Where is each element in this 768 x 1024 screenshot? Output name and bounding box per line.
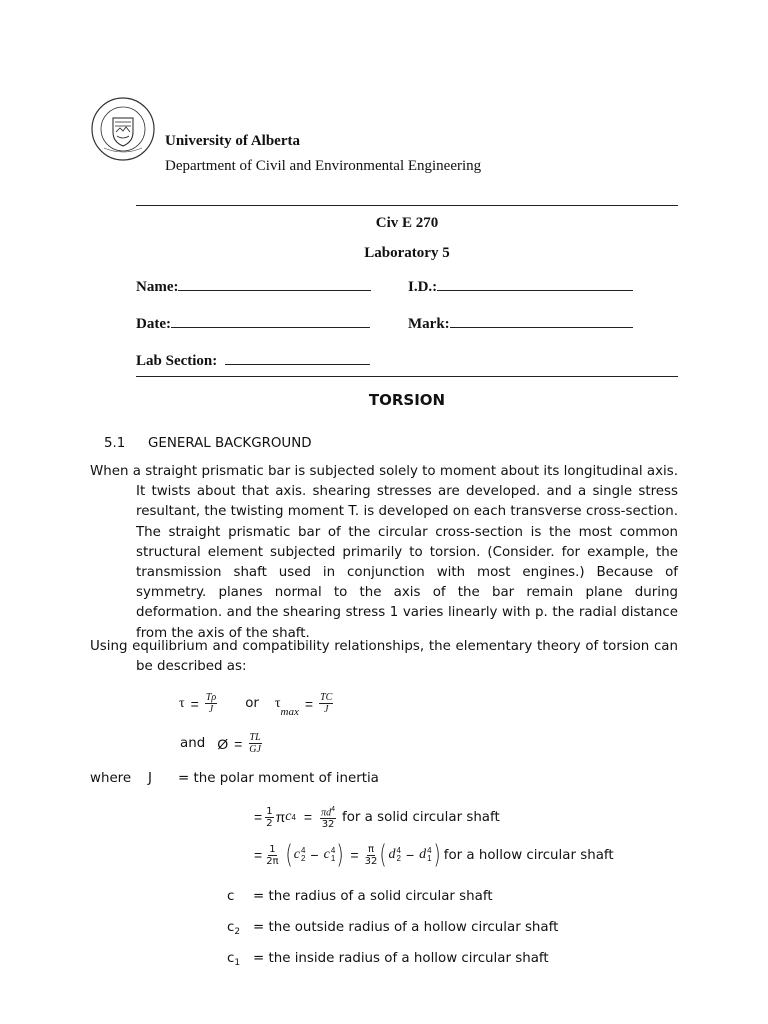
lab-number: Laboratory 5 (364, 245, 450, 261)
course-code: Civ E 270 (375, 215, 439, 231)
page-title: TORSION (368, 391, 446, 409)
section-label: Lab Section: (136, 353, 218, 369)
where-word: where (90, 771, 132, 786)
fraction-pi-d4-over-32: $\frac{\pi d^4}{32}$ (321, 806, 336, 831)
c1-symbol: $c_1$ (227, 951, 241, 968)
paragraph-theory (90, 637, 678, 677)
hollow-shaft-formula: = $\frac{1}{2\pi}$ ( c 4 2 − c 4 1 ) = $\frac{\pi}{32}$ ( d 4 2 − d 4 1 ) for a hollow circular shaft (254, 840, 614, 870)
university-seal (90, 96, 156, 162)
c1-subscript: 1 (234, 958, 241, 968)
or-word: or (245, 696, 259, 711)
c2-description: = the outside radius of a hollow circular shaft (253, 920, 559, 935)
section-number: 5.1 (104, 436, 126, 451)
university-name: University of Alberta (165, 133, 300, 149)
fraction-t-rho-over-j: $\frac{T\rho}{J}$ (205, 692, 217, 715)
j-symbol: J (148, 771, 152, 786)
paragraph-background-text: When a straight prismatic bar is subjected solely to moment about its longitudinal axis. It twists about that axis. shearing stresses are developed. and a single stress resultant, the twisting moment T. is developed on each transverse cross-section. The straight prismatic bar of the circular cross-section is the most common structural element subjected primarily to torsion. (Consider. for example, the transmission shaft used in conjunction with most engines.) Because of symmetry. planes normal to the axis of the bar remain plane during deformation. and the shearing stress 1 varies linearly with p. the radial distance from the axis of the shaft. (90, 464, 678, 641)
solid-shaft-description: for a solid circular shaft (342, 809, 500, 825)
id-label: I.D.: (408, 279, 438, 295)
c1-description: = the inside radius of a hollow circular shaft (253, 951, 549, 966)
top-divider (136, 205, 678, 206)
j-description: = the polar moment of inertia (178, 771, 379, 786)
shear-stress-equations: τ = $\frac{T\rho}{J}$ or τ max = $\frac{TC}{J}$ (179, 692, 333, 718)
section-heading: GENERAL BACKGROUND (148, 436, 312, 451)
and-word: and (180, 736, 206, 751)
c-description: = the radius of a solid circular shaft (253, 889, 493, 904)
mark-field (408, 313, 633, 333)
solid-shaft-formula: = $\frac{1}{2}$ π c 4 = $\frac{\pi d^4}{32}$ for a solid circular shaft (254, 805, 500, 831)
tau-symbol: τ (179, 695, 185, 711)
paragraph-theory-text: Using equilibrium and compatibility relationships, the elementary theory of torsion can be described as: (90, 639, 678, 675)
name-label: Name: (136, 279, 179, 295)
department-name: Department of Civil and Environmental Engineering (165, 158, 482, 174)
fraction-one-half: $\frac{1}{2}$ (266, 805, 273, 829)
phi-symbol: Ø (217, 735, 229, 752)
date-blank[interactable] (171, 313, 370, 328)
id-blank[interactable] (437, 276, 633, 291)
date-label: Date: (136, 316, 171, 332)
name-field (136, 276, 371, 296)
hollow-shaft-description: for a hollow circular shaft (443, 847, 614, 863)
fraction-tl-over-gj: $\frac{TL}{GJ}$ (249, 732, 261, 755)
id-field (408, 276, 633, 296)
university-seal-icon (90, 96, 156, 162)
fraction-one-over-two-pi: $\frac{1}{2\pi}$ (266, 843, 279, 867)
mark-blank[interactable] (450, 313, 633, 328)
fraction-tc-over-j: $\frac{TC}{J}$ (320, 692, 333, 715)
date-field (136, 313, 370, 333)
c-symbol: c (227, 889, 235, 904)
c2-symbol: $c_2$ (227, 920, 241, 937)
fraction-pi-over-32: $\frac{\pi}{32}$ (364, 843, 378, 867)
section-field (136, 350, 370, 370)
tau-max-symbol: τ (274, 695, 281, 711)
section-blank[interactable] (225, 350, 370, 365)
bottom-divider (136, 376, 678, 377)
paragraph-background (90, 462, 678, 644)
twist-angle-equation: and Ø = $\frac{TL}{GJ}$ (180, 732, 261, 755)
name-blank[interactable] (178, 276, 371, 291)
mark-label: Mark: (408, 316, 450, 332)
max-subscript: max (280, 705, 299, 718)
c2-subscript: 2 (234, 927, 241, 937)
